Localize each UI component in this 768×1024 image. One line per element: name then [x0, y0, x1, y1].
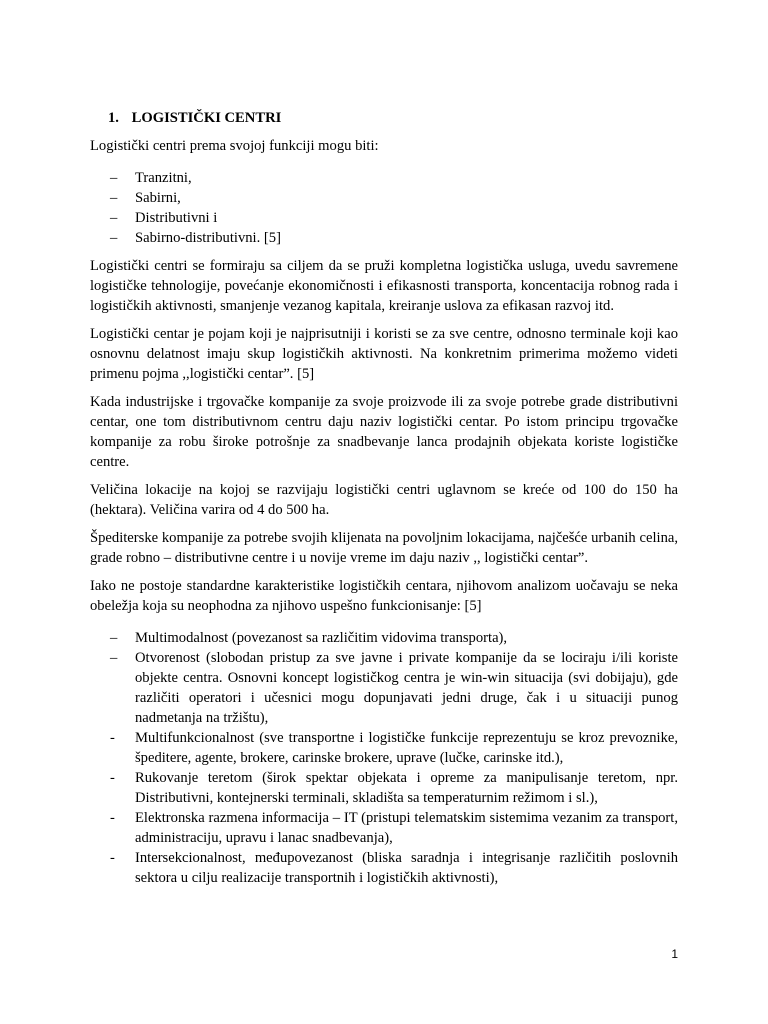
list-item: – Tranzitni, [110, 170, 192, 186]
list-marker: – [110, 650, 118, 666]
list-marker: – [110, 170, 118, 186]
features-list [90, 628, 678, 888]
list-marker: - [110, 770, 115, 786]
list-item: – Sabirni, [110, 190, 181, 206]
center-types-list [90, 168, 678, 248]
intro-paragraph: Logistički centri prema svojoj funkciji mogu biti: [90, 138, 379, 154]
section-number: 1. [108, 110, 119, 126]
page-number: 1 [671, 947, 678, 961]
body-paragraph: Iako ne postoje standardne karakteristike logističkih centara, njihovom analizom uočavaju se neka obeležja koja su neophodna za njihovo uspešno funkcionisanje: [5] [90, 578, 678, 614]
list-marker: - [110, 850, 115, 866]
body-paragraph: Logistički centri se formiraju sa ciljem da se pruži kompletna logistička usluga, uvedu savremene logističke tehnologije, povećanje ekonomičnosti i efikasnosti transporta, koncentacija robnog rada i logističkih aktivnosti, smanjenje vezanog kapitala, kreiranje uslova za efikasan razvoj itd. [90, 258, 678, 314]
list-item: - Rukovanje teretom (širok spektar objekata i opreme za manipulisanje teretom, npr. Distributivni, kontejnerski terminali, skladišta sa temperaturnim režimom i sl.), [110, 770, 678, 806]
body-paragraph: Logistički centar je pojam koji je najprisutniji i koristi se za sve centre, odnosno terminale koji kao osnovnu delatnost imaju skup logističkih aktivnosti. Na konkretnim primerima možemo videti primenu pojma ,,logistički centar”. [5] [90, 326, 678, 382]
body-paragraph: Veličina lokacije na kojoj se razvijaju logistički centri uglavnom se kreće od 100 do 150 ha (hektara). Veličina varira od 4 do 500 ha. [90, 482, 678, 518]
list-marker: – [110, 190, 118, 206]
list-item: – Sabirno-distributivni. [5] [110, 230, 281, 246]
body-paragraph: Kada industrijske i trgovačke kompanije za svoje proizvode ili za svoje potrebe grade distributivni centar, one tom distributivnom centru daju naziv logistički centar. Po istom principu trgovačke kompanije za robu široke potrošnje za snadbevanje lanca prodajnih objekata koriste logističke centre. [90, 394, 678, 470]
list-item: - Intersekcionalnost, međupovezanost (bliska saradnja i integrisanje različitih poslovnih sektora u cilju realizacije transportnih i logističkih aktivnosti), [110, 850, 678, 886]
list-item: - Elektronska razmena informacija – IT (pristupi telematskim sistemima vezanim za transport, administraciju, upravu i lanac snadbevanja), [110, 810, 678, 846]
body-paragraph: Špediterske kompanije za potrebe svojih klijenata na povoljnim lokacijama, najčešće urbanih celina, grade robno – distributivne centre i u novije vreme im daju naziv ,, logistički centar”. [90, 530, 678, 566]
list-item: – Distributivni i [110, 210, 218, 226]
list-item: - Multifunkcionalnost (sve transportne i logističke funkcije reprezentuju se kroz prevoznike, špeditere, agente, brokere, carinske brokere, uprave (lučke, carinske itd.), [110, 730, 678, 766]
list-marker: - [110, 810, 115, 826]
section-heading [108, 108, 678, 128]
list-marker: – [110, 210, 118, 226]
list-marker: – [110, 630, 118, 646]
section-title: LOGISTIČKI CENTRI [131, 110, 282, 126]
list-marker: – [110, 230, 118, 246]
list-item: – Multimodalnost (povezanost sa različitim vidovima transporta), [110, 630, 508, 646]
list-marker: - [110, 730, 115, 746]
list-item: – Otvorenost (slobodan pristup za sve javne i private kompanije da se lociraju i/ili koriste objekte centra. Osnovni koncept logističkog centra je win-win situacija (svi dobijaju), gde različiti operatori i učesnici mogu dopunjavati jedni druge, čak i u situaciji punog nadmetanja na tržištu), [110, 650, 678, 726]
